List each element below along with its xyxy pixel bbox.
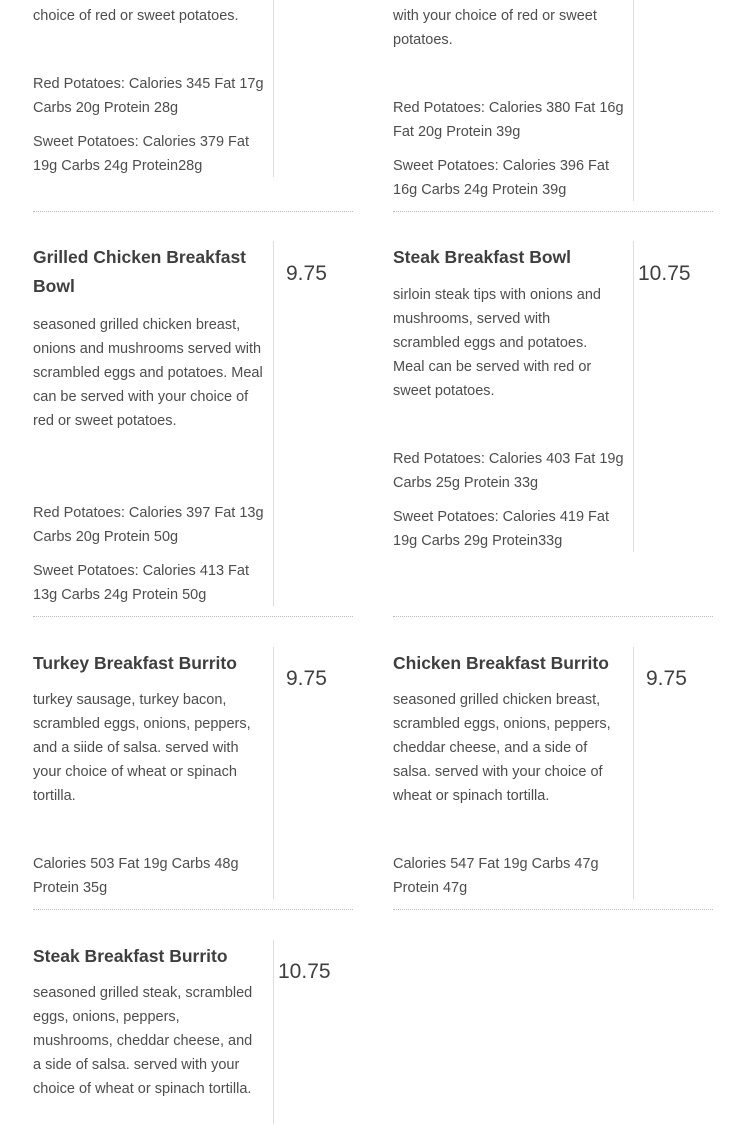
item-title: Grilled Chicken Breakfast Bowl bbox=[33, 247, 246, 296]
divider bbox=[33, 616, 353, 617]
divider bbox=[393, 909, 713, 910]
item-price: 10.75 bbox=[278, 960, 331, 983]
item-title: Steak Breakfast Bowl bbox=[393, 247, 571, 267]
nutrition-line: Sweet Potatoes: Calories 396 Fat 16g Carbs 24g Protein 39g bbox=[393, 158, 610, 198]
divider bbox=[33, 211, 353, 212]
item-description: sirloin steak tips with onions and mushrooms, served with scrambled eggs and potatoes. Meal can be served with red or sweet potatoes. bbox=[393, 287, 601, 399]
divider bbox=[393, 211, 713, 212]
item-price: 9.75 bbox=[286, 667, 327, 690]
nutrition-line: Sweet Potatoes: Calories 419 Fat 19g Carbs 29g Protein33g bbox=[393, 509, 610, 549]
item-price: 9.75 bbox=[646, 667, 687, 690]
nutrition-line: Calories 547 Fat 19g Carbs 47g Protein 47g bbox=[393, 856, 599, 896]
item-title: Turkey Breakfast Burrito bbox=[33, 653, 237, 673]
nutrition-line: Sweet Potatoes: Calories 379 Fat 19g Carbs 24g Protein28g bbox=[33, 134, 250, 174]
nutrition-line: Sweet Potatoes: Calories 413 Fat 13g Carbs 24g Protein 50g bbox=[33, 563, 250, 603]
menu-item bbox=[33, 0, 353, 212]
item-title: Chicken Breakfast Burrito bbox=[393, 653, 609, 673]
nutrition-line: Calories 503 Fat 19g Carbs 48g Protein 35g bbox=[33, 856, 239, 896]
divider bbox=[393, 616, 713, 617]
item-description: with your choice of red or sweet potatoes. bbox=[393, 8, 597, 48]
nutrition-line: Red Potatoes: Calories 380 Fat 16g Fat 20g Protein 39g bbox=[393, 100, 624, 140]
item-title: Steak Breakfast Burrito bbox=[33, 946, 228, 966]
item-price: 10.75 bbox=[638, 262, 691, 285]
item-description: turkey sausage, turkey bacon, scrambled eggs, onions, peppers, and a siide of salsa. served with your choice of wheat or spinach tortilla. bbox=[33, 692, 251, 804]
menu-item bbox=[393, 647, 713, 911]
item-description: seasoned grilled chicken breast, onions and mushrooms served with scrambled eggs and potatoes. Meal can be served with your choice of red or sweet potatoes. bbox=[33, 317, 263, 429]
menu-item bbox=[33, 940, 353, 1124]
menu-item bbox=[393, 0, 713, 212]
nutrition-line: Red Potatoes: Calories 397 Fat 13g Carbs 20g Protein 50g bbox=[33, 505, 264, 545]
menu-item bbox=[33, 241, 353, 617]
item-price: 9.75 bbox=[286, 262, 327, 285]
menu-item bbox=[33, 647, 353, 911]
menu-item bbox=[393, 241, 713, 617]
nutrition-line: Red Potatoes: Calories 403 Fat 19g Carbs 25g Protein 33g bbox=[393, 451, 624, 491]
item-description: choice of red or sweet potatoes. bbox=[33, 8, 239, 24]
divider bbox=[33, 909, 353, 910]
nutrition-line: Red Potatoes: Calories 345 Fat 17g Carbs 20g Protein 28g bbox=[33, 76, 264, 116]
item-description: seasoned grilled steak, scrambled eggs, onions, peppers, mushrooms, cheddar cheese, and a side of salsa. served with your choice of wheat or spinach tortilla. bbox=[33, 985, 253, 1097]
item-description: seasoned grilled chicken breast, scrambled eggs, onions, peppers, cheddar cheese, and a side of salsa. served with your choice of wheat or spinach tortilla. bbox=[393, 692, 611, 804]
